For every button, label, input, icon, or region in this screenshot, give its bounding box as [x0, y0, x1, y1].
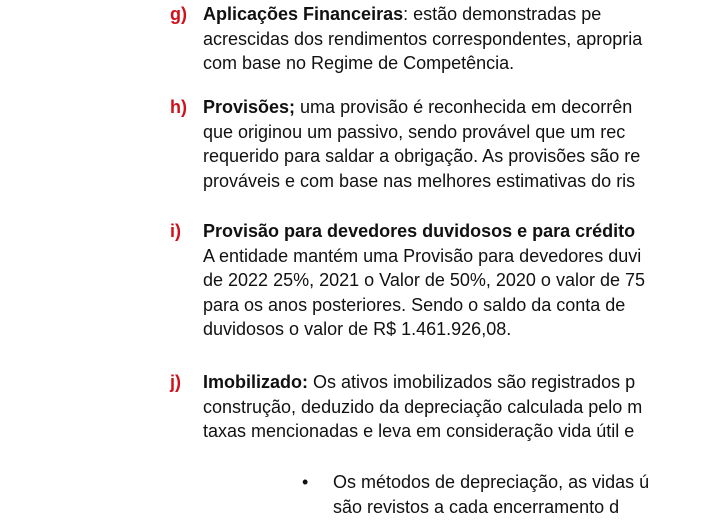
section-first-line: [203, 370, 635, 395]
section-heading: Provisão para devedores duvidosos e para crédito: [203, 221, 636, 241]
section-line: A entidade mantém uma Provisão para devedores duvi: [203, 245, 642, 266]
section-line: taxas mencionadas e leva em consideração vida útil e: [203, 421, 635, 441]
section-line: prováveis e com base nas melhores estimativas do ris: [203, 170, 636, 191]
section-marker: j): [170, 372, 181, 392]
section-marker: g): [170, 4, 187, 24]
section-marker: h): [170, 97, 187, 117]
section-text: : estão demonstradas pe: [403, 4, 602, 24]
section-line: de 2022 25%, 2021 o Valor de 50%, 2020 o valor de 75: [203, 270, 646, 290]
section-text: uma provisão é reconhecida em decorrên: [295, 97, 633, 117]
section-heading: Imobilizado:: [203, 372, 308, 392]
section-heading: Provisões;: [203, 97, 296, 117]
bullet-line: são revistos a cada encerramento d: [333, 496, 620, 517]
section-marker: i): [170, 221, 181, 241]
section-first-line: [203, 219, 635, 244]
bullet-icon: •: [302, 472, 309, 492]
section-line: para os anos posteriores. Sendo o saldo da conta de: [203, 294, 626, 315]
section-line: com base no Regime de Competência.: [203, 53, 515, 73]
section-line: construção, deduzido da depreciação calculada pelo m: [203, 396, 643, 417]
section-first-line: [203, 2, 601, 27]
section-line: duvidosos o valor de R$ 1.461.926,08.: [203, 319, 512, 339]
section-text: Os ativos imobilizados são registrados p: [308, 372, 636, 392]
section-heading: Aplicações Financeiras: [203, 4, 404, 24]
section-line: requerido para saldar a obrigação. As provisões são re: [203, 146, 641, 166]
bullet-line: Os métodos de depreciação, as vidas ú: [333, 472, 650, 492]
section-line: que originou um passivo, sendo provável que um rec: [203, 121, 626, 142]
section-line: acrescidas dos rendimentos correspondentes, apropria: [203, 28, 643, 49]
section-first-line: [203, 95, 632, 120]
